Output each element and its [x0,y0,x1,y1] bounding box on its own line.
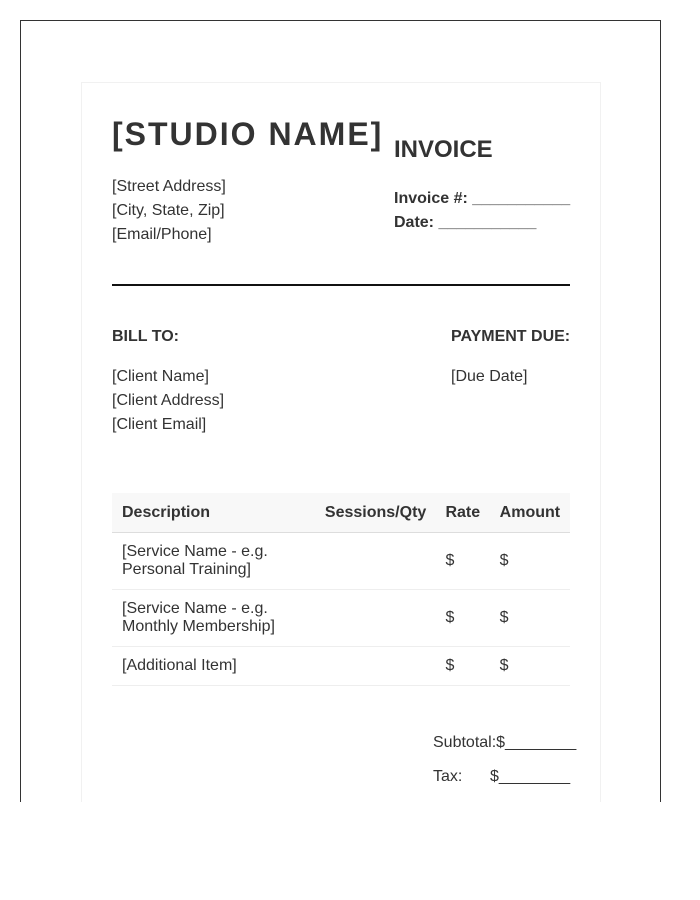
line-item-amount: $ [500,647,570,686]
line-items-table [112,493,570,686]
line-item-amount: $ [500,590,570,647]
street-address: [Street Address] [112,178,226,195]
line-item-rate: $ [445,647,499,686]
column-header-rate: Rate [445,493,499,533]
subtotal-line: Subtotal:$________ [433,734,577,751]
table-row [112,590,570,647]
line-item-qty [325,647,446,686]
table-row [112,647,570,686]
email-phone: [Email/Phone] [112,226,212,243]
column-header-amount: Amount [500,493,570,533]
table-header-row [112,493,570,533]
due-date: [Due Date] [451,368,528,385]
line-item-description: [Service Name - e.g. Monthly Membership] [112,590,325,647]
table-row [112,533,570,590]
line-item-qty [325,533,446,590]
city-state-zip: [City, State, Zip] [112,202,225,219]
bill-to-heading: BILL TO: [112,328,179,345]
client-email: [Client Email] [112,416,207,433]
studio-name: [STUDIO NAME] [112,116,384,152]
payment-due-heading: PAYMENT DUE: [451,328,571,345]
line-item-description: [Service Name - e.g. Personal Training] [112,533,325,590]
tax-value: $________ [490,768,571,785]
invoice-number-field: Invoice #: ___________ [394,190,571,207]
line-item-qty [325,590,446,647]
line-item-amount: $ [500,533,570,590]
tax-label: Tax: [433,768,463,785]
column-header-qty: Sessions/Qty [325,493,446,533]
line-item-rate: $ [445,533,499,590]
column-header-description: Description [112,493,325,533]
invoice-title: INVOICE [394,136,493,163]
header-divider [112,284,570,286]
invoice-date-field: Date: ___________ [394,214,537,231]
client-name: [Client Name] [112,368,209,385]
client-address: [Client Address] [112,392,225,409]
line-item-rate: $ [445,590,499,647]
line-item-description: [Additional Item] [112,647,325,686]
